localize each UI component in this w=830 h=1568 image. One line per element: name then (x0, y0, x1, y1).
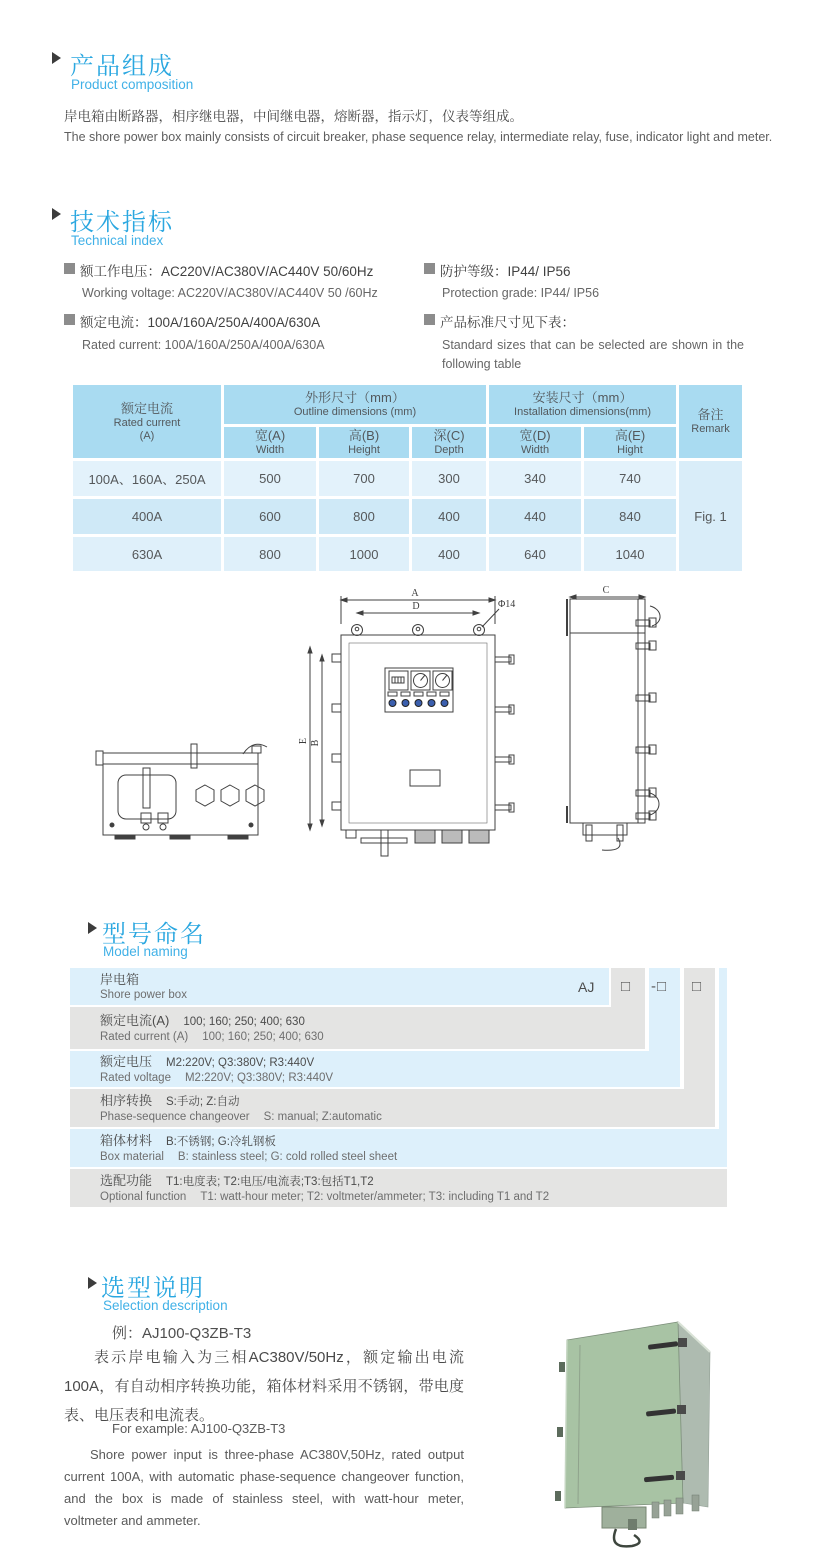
model-code-box-3: □ (692, 978, 703, 995)
selection-paragraph-en: Shore power input is three-phase AC380V,50Hz, rated output current 100A, with automatic phase-sequence changeover function, and the box is made of stainless steel, with watt-hour meter, voltmeter and ammeter. (64, 1447, 464, 1528)
model-row-optional-function: 选配功能 T1:电度表; T2:电压/电流表;T3:包括T1,T2 Optional function T1: watt-hour meter; T2: voltmeter/ammeter; T3: including T1 and T2 (70, 1169, 727, 1207)
bottom-view-drawing (96, 744, 267, 839)
cell-value: 300 (411, 460, 488, 498)
model-code-box-1: □ (621, 978, 632, 995)
section-arrow-icon (52, 208, 61, 220)
model-row-phase-sequence: 相序转换 S:手动; Z:自动 Phase-sequence changeover S: manual; Z:automatic (70, 1089, 715, 1127)
dimensions-table (70, 382, 745, 574)
model-row-rated-voltage: 额定电压 M2:220V; Q3:380V; R3:440V Rated voltage M2:220V; Q3:380V; R3:440V (70, 1051, 680, 1087)
section-subtitle-model-naming: Model naming (103, 944, 188, 959)
th-height-e: 高(E) Hight (583, 426, 678, 460)
model-code-prefix: AJ (578, 979, 595, 995)
cell-value: 740 (583, 460, 678, 498)
cell-value: 440 (488, 498, 583, 536)
cell-value: 500 (223, 460, 318, 498)
model-row-box-material: 箱体材料 B:不锈钢; G:冷轧钢板 Box material B: stainless steel; G: cold rolled steel sheet (70, 1129, 727, 1167)
cell-value: 800 (223, 536, 318, 573)
bullet-square-icon (64, 263, 75, 274)
cell-current: 100A、160A、250A (72, 460, 223, 498)
cell-value: 1000 (318, 536, 411, 573)
selection-example-en: For example: AJ100-Q3ZB-T3 (112, 1421, 286, 1436)
composition-paragraph-en: The shore power box mainly consists of circuit breaker, phase sequence relay, intermediate relay, fuse, indicator light and meter. (64, 130, 773, 144)
cell-value: 600 (223, 498, 318, 536)
svg-text:C: C (602, 585, 610, 596)
cell-value: 400 (411, 536, 488, 573)
spec-standard-sizes (424, 311, 575, 331)
side-view-drawing (567, 585, 660, 850)
bullet-square-icon (64, 314, 75, 325)
model-code-box-2: -□ (651, 978, 668, 995)
model-row-rated-current: 额定电流(A) 100; 160; 250; 400; 630 Rated current (A) 100; 160; 250; 400; 630 (70, 1007, 645, 1049)
section-arrow-icon (88, 1277, 97, 1289)
section-title-technical: 技术指标 (70, 209, 174, 236)
spec-protection-grade-en: Protection grade: IP44/ IP56 (442, 286, 600, 300)
section-title-selection: 选型说明 (101, 1275, 205, 1302)
spec-protection-grade (424, 260, 571, 280)
bullet-square-icon (424, 263, 435, 274)
table-row (72, 498, 744, 536)
svg-text:Φ14: Φ14 (498, 599, 516, 610)
section-subtitle-technical: Technical index (71, 233, 164, 248)
cell-value: 400 (411, 498, 488, 536)
spec-working-voltage (64, 260, 373, 280)
svg-text:A: A (411, 588, 419, 599)
cell-value: 340 (488, 460, 583, 498)
th-installation-dimensions: 安装尺寸（mm） Installation dimensions(mm) (488, 384, 678, 426)
selection-example-zh: 例：AJ100-Q3ZB-T3 (112, 1325, 252, 1342)
bullet-square-icon (424, 314, 435, 325)
spec-text: 额定电流：100A/160A/250A/400A/630A (80, 315, 321, 330)
spec-text: 产品标准尺寸见下表： (440, 315, 575, 330)
spec-text: 防护等级：IP44/ IP56 (440, 264, 571, 279)
cell-current: 630A (72, 536, 223, 573)
cell-value: 700 (318, 460, 411, 498)
outline-drawing (70, 578, 760, 896)
cell-value: 640 (488, 536, 583, 573)
svg-text:D: D (412, 601, 420, 612)
th-rated-current: 额定电流 Rated current (A) (72, 384, 223, 460)
spec-standard-sizes-en: Standard sizes that can be selected are shown in the following table (442, 338, 744, 371)
th-height-b: 高(B) Height (318, 426, 411, 460)
th-width-d: 宽(D) Width (488, 426, 583, 460)
th-remark: 备注 Remark (678, 384, 744, 460)
spec-text: 额工作电压：AC220V/AC380V/AC440V 50/60Hz (80, 264, 374, 279)
svg-text:B: B (310, 739, 321, 747)
th-outline-dimensions: 外形尺寸（mm） Outline dimensions (mm) (223, 384, 488, 426)
cell-remark-fig1: Fig. 1 (678, 460, 744, 573)
table-row (72, 536, 744, 573)
product-photo (540, 1292, 818, 1568)
cell-value: 840 (583, 498, 678, 536)
spec-working-voltage-en: Working voltage: AC220V/AC380V/AC440V 50 /60Hz (82, 286, 378, 300)
svg-text:E: E (298, 737, 309, 745)
th-width-a: 宽(A) Width (223, 426, 318, 460)
section-subtitle-composition: Product composition (71, 77, 194, 92)
section-arrow-icon (88, 922, 97, 934)
section-subtitle-selection: Selection description (103, 1298, 228, 1313)
section-arrow-icon (52, 52, 61, 64)
th-depth-c: 深(C) Depth (411, 426, 488, 460)
table-row (72, 460, 744, 498)
spec-rated-current-en: Rated current: 100A/160A/250A/400A/630A (82, 338, 325, 352)
selection-paragraph-zh: 表示岸电输入为三相AC380V/50Hz，额定输出电流100A，有自动相序转换功能，箱体材料采用不锈钢，带电度表、电压表和电流表。 (64, 1349, 464, 1424)
composition-paragraph-zh: 岸电箱由断路器，相序继电器，中间继电器，熔断器，指示灯，仪表等组成。 (64, 109, 523, 124)
model-row-shore-power-box: 岸电箱 Shore power box (70, 968, 609, 1005)
cell-value: 1040 (583, 536, 678, 573)
section-title-model-naming: 型号命名 (102, 921, 206, 948)
cell-current: 400A (72, 498, 223, 536)
spec-rated-current (64, 311, 320, 331)
section-title-composition: 产品组成 (70, 53, 174, 80)
front-view-drawing (298, 588, 515, 856)
cell-value: 800 (318, 498, 411, 536)
